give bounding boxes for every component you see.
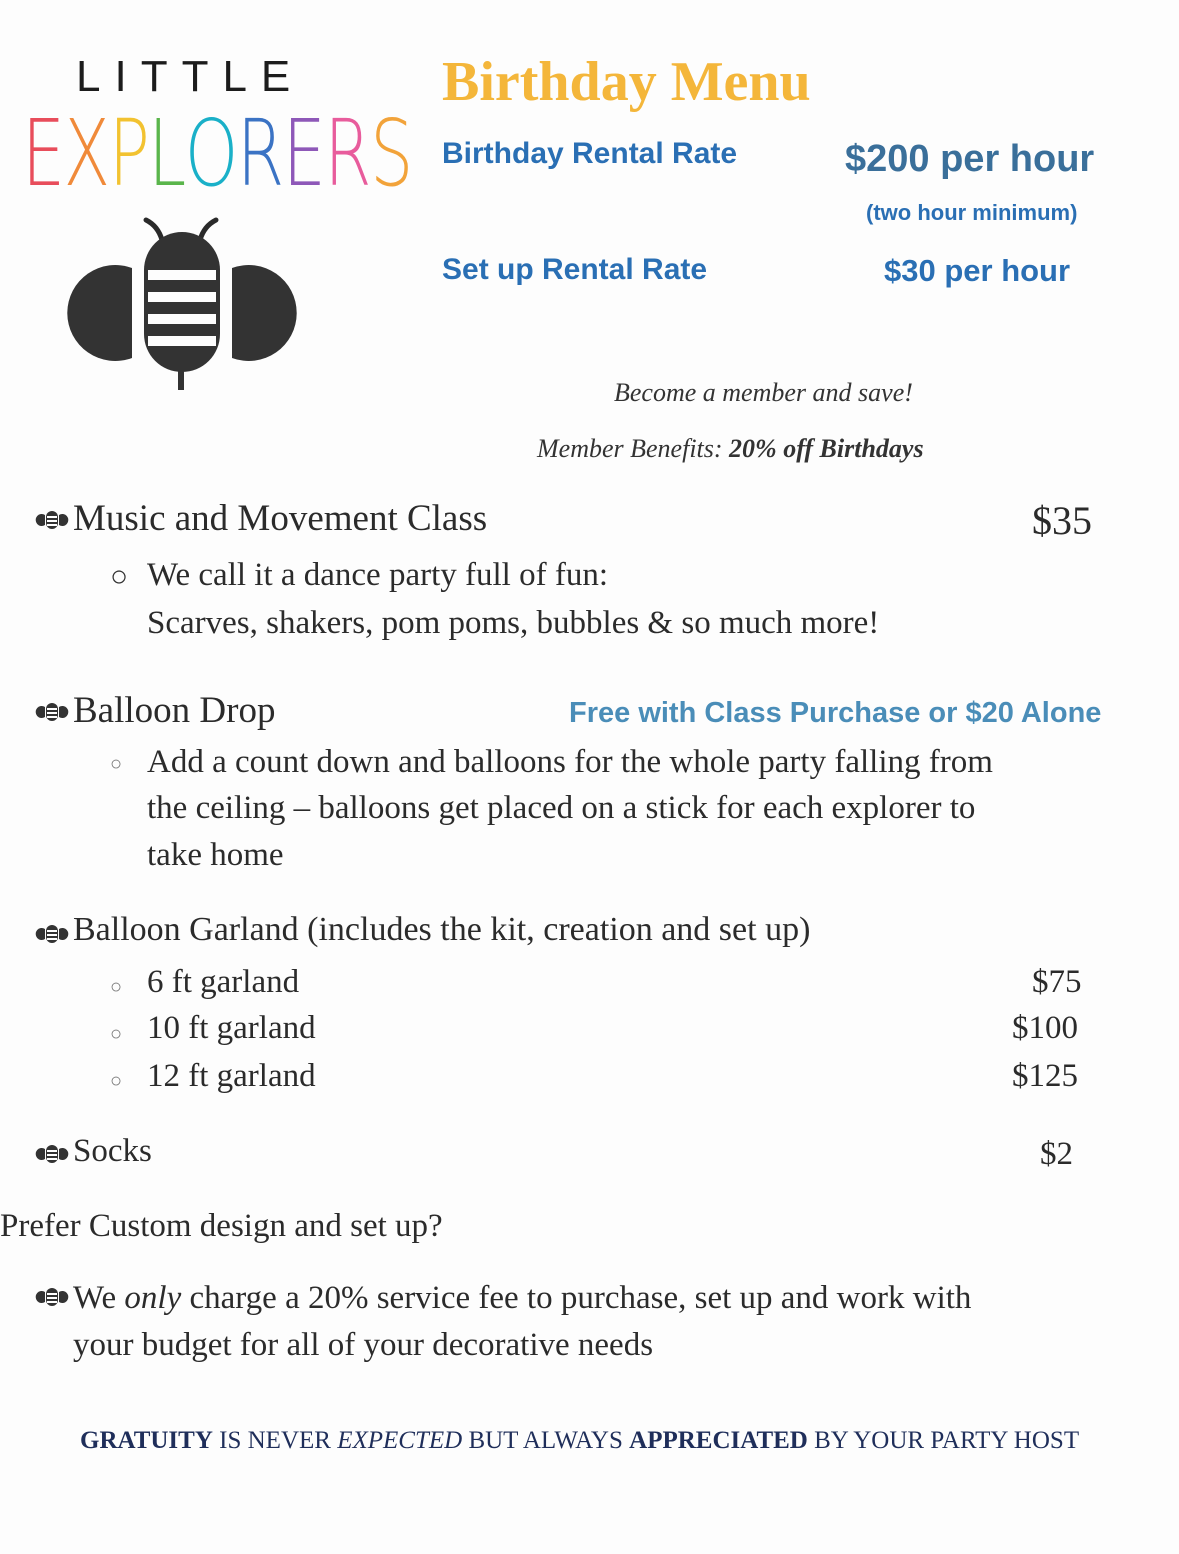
membership-benefits — [537, 434, 924, 464]
gratuity-text: IS NEVER — [212, 1427, 338, 1454]
logo-letter: R — [324, 100, 371, 207]
birthday-rate-note: (two hour minimum) — [866, 200, 1078, 225]
balloon-drop-price-note: Free with Class Purchase or $20 Alone — [569, 697, 1102, 729]
custom-desc-1-a: We — [73, 1280, 125, 1316]
page-title: Birthday Menu — [442, 51, 811, 113]
birthday-rate-value: $200 per hour — [845, 138, 1095, 180]
logo-letter: S — [370, 100, 412, 207]
garland-option-label: 10 ft garland — [147, 1010, 316, 1046]
logo-letter: R — [236, 100, 283, 207]
custom-heading: Prefer Custom design and set up? — [0, 1208, 443, 1244]
birthday-rate-label: Birthday Rental Rate — [442, 137, 738, 170]
music-class-desc-2: Scarves, shakers, pom poms, bubbles & so much more! — [147, 605, 880, 641]
membership-benefits-discount: 20% off Birthdays — [729, 434, 924, 463]
logo-letter: E — [282, 100, 325, 207]
garland-option-label: 12 ft garland — [147, 1058, 316, 1094]
garland-option-price: $100 — [1012, 1010, 1078, 1046]
bee-bullet-icon — [34, 509, 70, 531]
setup-rate-label: Set up Rental Rate — [442, 253, 708, 286]
music-class-title: Music and Movement Class — [73, 498, 488, 539]
music-class-desc-1: We call it a dance party full of fun: — [147, 557, 608, 593]
music-class-price: $35 — [1032, 498, 1092, 543]
custom-desc-1-emphasis: only — [124, 1280, 182, 1316]
garland-option-price: $75 — [1032, 964, 1082, 1000]
garland-option-price: $125 — [1012, 1058, 1078, 1094]
bee-bullet-icon — [34, 701, 70, 723]
gratuity-word: GRATUITY — [80, 1427, 213, 1454]
balloon-drop-desc-3: take home — [147, 837, 284, 873]
sub-bullet-icon: ○ — [110, 1070, 123, 1092]
custom-desc-1 — [73, 1275, 971, 1322]
logo-letter: X — [63, 100, 109, 207]
bee-bullet-icon — [34, 1143, 70, 1165]
logo-letter: P — [108, 100, 149, 207]
logo-letter: L — [148, 100, 185, 207]
balloon-drop-desc-2: the ceiling – balloons get placed on a stick for each explorer to — [147, 790, 976, 826]
custom-desc-2: your budget for all of your decorative needs — [73, 1327, 654, 1363]
logo-letter: E — [22, 100, 64, 207]
balloon-drop-title: Balloon Drop — [73, 690, 276, 731]
garland-title: Balloon Garland (includes the kit, creation and set up) — [73, 911, 811, 948]
membership-benefits-prefix: Member Benefits: — [537, 434, 730, 463]
setup-rate-value: $30 per hour — [884, 253, 1071, 288]
custom-desc-1-b: charge a 20% service fee to purchase, set up and work with — [181, 1280, 972, 1316]
bee-bullet-icon — [34, 1286, 70, 1308]
gratuity-text: BUT ALWAYS — [462, 1427, 630, 1454]
gratuity-expected: EXPECTED — [337, 1427, 463, 1454]
socks-price: $2 — [1040, 1136, 1073, 1172]
sub-bullet-icon: ○ — [110, 1023, 123, 1045]
logo-main-text — [22, 100, 412, 207]
logo-letter: O — [184, 100, 237, 207]
bee-bullet-icon — [34, 923, 70, 945]
sub-bullet-icon: ○ — [110, 976, 123, 998]
membership-tagline: Become a member and save! — [614, 378, 913, 407]
sub-bullet-icon: ○ — [110, 753, 123, 775]
logo-top-text: LITTLE — [76, 52, 305, 101]
balloon-drop-desc-1: Add a count down and balloons for the whole party falling from — [147, 744, 993, 780]
gratuity-text: BY YOUR PARTY HOST — [807, 1427, 1080, 1454]
sub-bullet-icon: ○ — [110, 560, 129, 593]
gratuity-appreciated: APPRECIATED — [629, 1427, 808, 1454]
garland-option-label: 6 ft garland — [147, 964, 300, 1000]
socks-title: Socks — [73, 1133, 152, 1169]
bee-logo-icon — [62, 210, 302, 395]
gratuity-note — [80, 1427, 1079, 1455]
